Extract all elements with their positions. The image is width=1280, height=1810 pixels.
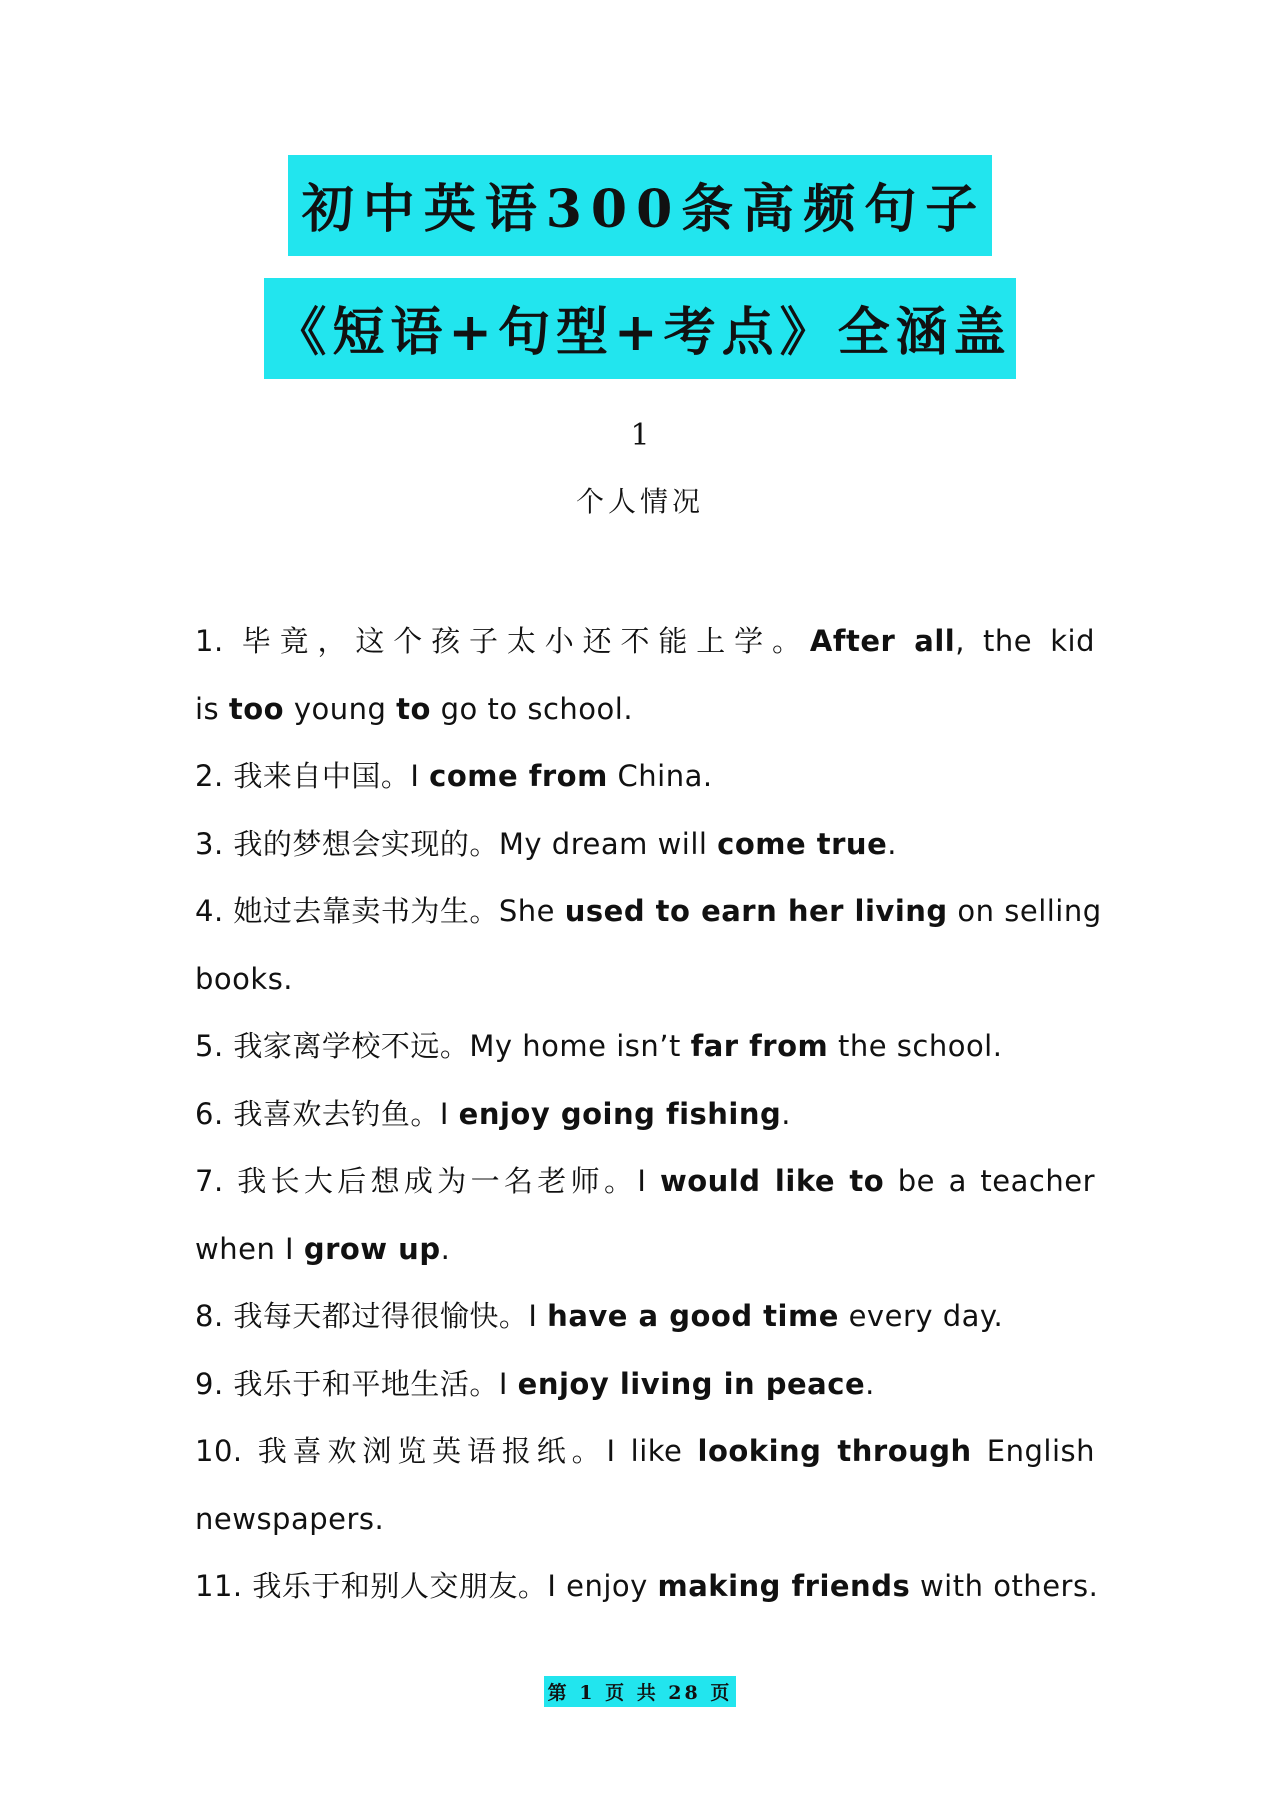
bold-phrase: enjoy living in peace bbox=[517, 1366, 866, 1401]
page-footer bbox=[0, 1676, 1280, 1707]
bold-phrase: grow up bbox=[303, 1231, 441, 1266]
text-segment: be a teacher bbox=[884, 1164, 1095, 1198]
text-line bbox=[195, 1553, 1099, 1621]
text-segment: is bbox=[195, 691, 229, 726]
text-line bbox=[195, 743, 1095, 811]
title-line-1 bbox=[0, 155, 1280, 256]
section-title: 个人情况 bbox=[575, 485, 704, 518]
text-segment: China. bbox=[607, 759, 713, 793]
bold-phrase: to bbox=[396, 691, 431, 726]
text-segment: newspapers. bbox=[195, 1501, 385, 1536]
text-segment: . bbox=[440, 1231, 451, 1266]
bold-phrase: used to earn her living bbox=[564, 894, 948, 928]
text-segment: young bbox=[284, 691, 397, 726]
text-line bbox=[195, 676, 1095, 744]
text-segment: . bbox=[781, 1096, 791, 1131]
bold-phrase: would like to bbox=[659, 1164, 885, 1198]
bold-phrase: come true bbox=[717, 826, 888, 861]
bold-phrase: After all bbox=[809, 624, 956, 658]
bold-phrase: have a good time bbox=[547, 1299, 839, 1333]
text-segment: 6. 我喜欢去钓鱼。I bbox=[195, 1096, 459, 1131]
bold-phrase: too bbox=[228, 691, 285, 726]
title-line-2 bbox=[0, 278, 1280, 379]
text-line bbox=[195, 1216, 1095, 1284]
text-segment: English bbox=[971, 1434, 1096, 1468]
text-segment: 11. 我乐于和别人交朋友。I enjoy bbox=[195, 1569, 658, 1603]
text-segment: with others. bbox=[910, 1569, 1099, 1603]
title-highlight-1: 初中英语300条高频句子 bbox=[288, 155, 993, 256]
text-line bbox=[195, 1351, 1095, 1419]
text-segment: go to school. bbox=[430, 691, 634, 726]
text-line bbox=[195, 1283, 1095, 1351]
bold-phrase: making friends bbox=[657, 1569, 911, 1603]
text-line bbox=[195, 1418, 1095, 1486]
text-line bbox=[195, 1486, 1095, 1554]
text-line bbox=[195, 878, 1102, 946]
text-line bbox=[195, 811, 1095, 879]
text-segment: 1. 毕竟，这个孩子太小还不能上学。 bbox=[195, 624, 810, 658]
text-segment: . bbox=[887, 826, 897, 861]
bold-phrase: come from bbox=[429, 759, 608, 793]
text-segment: 3. 我的梦想会实现的。My dream will bbox=[195, 826, 718, 861]
text-segment: . bbox=[865, 1366, 875, 1401]
text-line bbox=[195, 946, 1095, 1014]
bold-phrase: enjoy going fishing bbox=[458, 1096, 782, 1131]
text-line bbox=[195, 1148, 1095, 1216]
text-segment: when I bbox=[195, 1231, 304, 1266]
text-segment: 5. 我家离学校不远。My home isn’t bbox=[195, 1029, 691, 1063]
text-line bbox=[195, 1081, 1095, 1149]
text-segment: 2. 我来自中国。I bbox=[195, 759, 430, 793]
bold-phrase: far from bbox=[690, 1029, 829, 1063]
text-line bbox=[195, 608, 1095, 676]
text-segment: every day. bbox=[838, 1299, 1004, 1333]
page-number: 第 1 页 共 28 页 bbox=[544, 1676, 737, 1707]
text-segment: books. bbox=[195, 961, 294, 996]
text-segment: 7. 我长大后想成为一名老师。I bbox=[195, 1164, 660, 1198]
text-segment: 10. 我喜欢浏览英语报纸。I like bbox=[195, 1434, 698, 1468]
title-highlight-2: 《短语+句型+考点》全涵盖 bbox=[264, 278, 1015, 379]
text-segment: 8. 我每天都过得很愉快。I bbox=[195, 1299, 548, 1333]
sentence-list bbox=[195, 608, 1102, 1621]
text-segment: the school. bbox=[828, 1029, 1003, 1063]
text-segment: 9. 我乐于和平地生活。I bbox=[195, 1366, 518, 1401]
text-line bbox=[195, 1013, 1095, 1081]
bold-phrase: looking through bbox=[697, 1434, 972, 1468]
section-number: 1 bbox=[630, 418, 650, 453]
text-segment: , the kid bbox=[955, 624, 1095, 658]
text-segment: on selling bbox=[947, 894, 1102, 928]
text-segment: 4. 她过去靠卖书为生。She bbox=[195, 894, 565, 928]
